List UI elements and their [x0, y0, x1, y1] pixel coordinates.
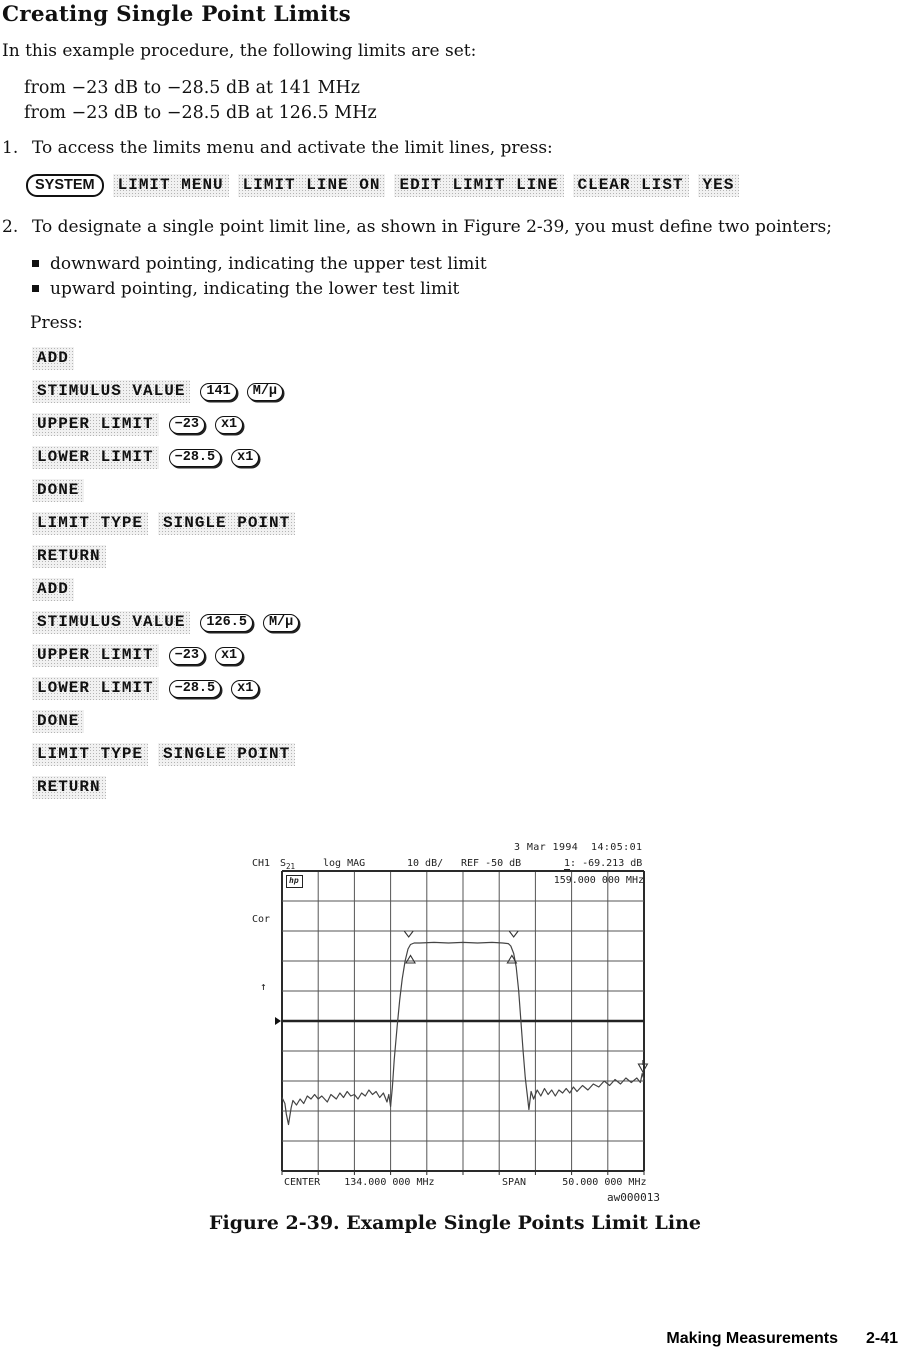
- bullet-item: [32, 251, 906, 276]
- keycap-x1: x1: [215, 416, 243, 434]
- limit-spec-line: from −23 dB to −28.5 dB at 126.5 MHz: [24, 103, 377, 123]
- keycap-28-5: −28.5: [169, 680, 222, 698]
- limit-spec-list: [24, 76, 906, 126]
- softkey-edit-limit-line: EDIT LIMIT LINE: [394, 174, 563, 197]
- bullet-item: [32, 276, 906, 301]
- hp-logo: hp: [286, 875, 303, 888]
- bullet-text: downward pointing, indicating the upper test limit: [50, 253, 487, 274]
- softkey-limit-type: LIMIT TYPE: [32, 743, 148, 766]
- limit-spec-line: from −23 dB to −28.5 dB at 141 MHz: [24, 78, 360, 98]
- step-number: 1.: [2, 138, 19, 158]
- softkey-stimulus-value: STIMULUS VALUE: [32, 380, 190, 403]
- softkey-lower-limit: LOWER LIMIT: [32, 677, 159, 700]
- softkey-done: DONE: [32, 710, 84, 733]
- keycap-x1: x1: [231, 449, 259, 467]
- softkey-sequence: [113, 174, 740, 197]
- center-frequency-label: CENTER 134.000 000 MHz: [284, 1177, 435, 1188]
- channel-label: CH1: [252, 858, 271, 869]
- marker-frequency-readout: 159.000 000 MHz: [553, 875, 644, 886]
- upper-limit-pointer-icon: [404, 931, 413, 937]
- keycap-28-5: −28.5: [169, 449, 222, 467]
- system-hardkey: SYSTEM: [26, 174, 104, 197]
- graticule-and-trace: [282, 871, 644, 1171]
- softkey-single-point: SINGLE POINT: [158, 743, 295, 766]
- press-line: [32, 346, 906, 371]
- press-line: [32, 511, 906, 536]
- press-line: [32, 478, 906, 503]
- step-number: 2.: [2, 217, 19, 237]
- footer-section: Making Measurements: [666, 1330, 838, 1347]
- square-bullet-icon: [32, 285, 39, 292]
- correction-indicator: Cor: [252, 914, 271, 925]
- press-line: [32, 610, 906, 635]
- press-line: [32, 775, 906, 800]
- intro-text: In this example procedure, the following limits are set:: [2, 41, 477, 61]
- press-sequence-list: [32, 346, 906, 800]
- keycap-m: M/μ: [247, 383, 283, 401]
- bullet-text: upward pointing, indicating the lower test limit: [50, 278, 460, 299]
- press-line: [32, 742, 906, 767]
- span-label: SPAN 50.000 000 MHz: [502, 1177, 647, 1188]
- keycap-141: 141: [200, 383, 236, 401]
- softkey-add: ADD: [32, 347, 74, 370]
- softkey-yes: YES: [698, 174, 740, 197]
- page-footer: [666, 1330, 898, 1348]
- figure-2-39: [2, 840, 906, 1234]
- s-parameter-label: $S_{21}$: [280, 858, 296, 871]
- marker-readout: 1: -69.213 dB: [564, 858, 643, 869]
- press-line: [32, 544, 906, 569]
- softkey-lower-limit: LOWER LIMIT: [32, 446, 159, 469]
- softkey-limit-type: LIMIT TYPE: [32, 512, 148, 535]
- press-line: [32, 577, 906, 602]
- keycap-x1: x1: [215, 647, 243, 665]
- scale-label: 10 dB/: [407, 858, 444, 869]
- keycap-x1: x1: [231, 680, 259, 698]
- step-1: [2, 138, 906, 159]
- upper-limit-pointer-icon: [509, 931, 518, 937]
- step-2: [2, 217, 906, 238]
- step-text: To designate a single point limit line, as shown in Figure 2-39, you must define two pointers;: [32, 217, 832, 237]
- format-label: log MAG: [323, 858, 366, 869]
- softkey-upper-limit: UPPER LIMIT: [32, 644, 159, 667]
- pointer-bullets: [32, 251, 906, 301]
- softkey-clear-list: CLEAR LIST: [573, 174, 689, 197]
- softkey-single-point: SINGLE POINT: [158, 512, 295, 535]
- press-line: [32, 676, 906, 701]
- ref-level-label: REF -50 dB: [461, 858, 522, 869]
- press-label: Press:: [30, 313, 83, 333]
- softkey-upper-limit: UPPER LIMIT: [32, 413, 159, 436]
- softkey-return: RETURN: [32, 776, 106, 799]
- step1-key-sequence: [26, 172, 906, 199]
- press-line: [32, 379, 906, 404]
- ref-level-marker-icon: [275, 1017, 281, 1025]
- lower-limit-pointer-icon: [406, 956, 415, 964]
- page-title: Creating Single Point Limits: [2, 2, 351, 27]
- marker-1-symbol-icon: [638, 1060, 647, 1072]
- photo-id: aw000013: [607, 1191, 660, 1204]
- keycap-126-5: 126.5: [200, 614, 253, 632]
- up-arrow-indicator-icon: ↑: [260, 980, 267, 993]
- keycap-23: −23: [169, 416, 205, 434]
- footer-page-number: 2-41: [865, 1330, 898, 1347]
- press-line: [32, 709, 906, 734]
- analyzer-screen: [250, 840, 662, 1206]
- softkey-limit-line-on: LIMIT LINE ON: [238, 174, 386, 197]
- softkey-return: RETURN: [32, 545, 106, 568]
- softkey-add: ADD: [32, 578, 74, 601]
- square-bullet-icon: [32, 260, 39, 267]
- screen-timestamp: 3 Mar 1994 14:05:01: [514, 842, 643, 853]
- softkey-stimulus-value: STIMULUS VALUE: [32, 611, 190, 634]
- press-line: [32, 643, 906, 668]
- softkey-limit-menu: LIMIT MENU: [113, 174, 229, 197]
- softkey-done: DONE: [32, 479, 84, 502]
- figure-caption: Figure 2-39. Example Single Points Limit Line: [208, 1212, 702, 1234]
- press-line: [32, 445, 906, 470]
- keycap-23: −23: [169, 647, 205, 665]
- step-text: To access the limits menu and activate the limit lines, press:: [32, 138, 553, 158]
- press-line: [32, 412, 906, 437]
- keycap-m: M/μ: [263, 614, 299, 632]
